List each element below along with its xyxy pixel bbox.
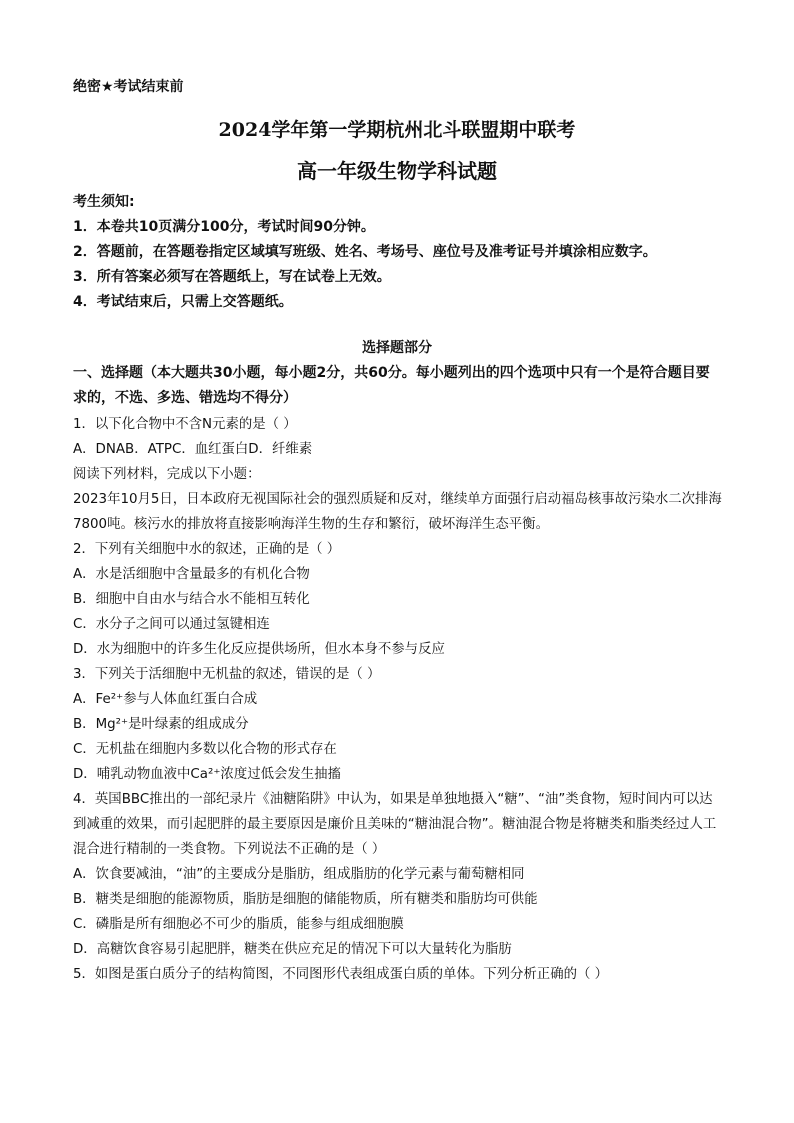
q3-option-a: A．Fe²⁺参与人体血红蛋白合成 [73, 692, 258, 707]
q4-option-c: C．磷脂是所有细胞必不可少的脂质，能参与组成细胞膜 [73, 917, 404, 932]
part-title: 选择题部分 [362, 340, 432, 356]
q4-stem: 4．英国BBC推出的一部纪录片《油糖陷阱》中认为，如果是单独地摄入“糖”、“油”类食物，短时间内可以达到减重的效果，而引起肥胖的最主要原因是廉价且美味的“糖油混合物”。糖油混合物是将糖类和脂类经过人工混合进行精制的一类食物。下列说法不正确的是（ ） [73, 792, 717, 857]
q2-option-b: B．细胞中自由水与结合水不能相互转化 [73, 592, 310, 607]
q2-option-c: C．水分子之间可以通过氢键相连 [73, 617, 270, 632]
q2-stem: 2．下列有关细胞中水的叙述，正确的是（ ） [73, 542, 341, 557]
q4-option-d: D．高糖饮食容易引起肥胖，糖类在供应充足的情况下可以大量转化为脂肪 [73, 942, 512, 957]
material-lead: 阅读下列材料，完成以下小题： [73, 467, 261, 482]
note-item: 2．答题前，在答题卷指定区域填写班级、姓名、考场号、座位号及准考证号并填涂相应数字。 [73, 244, 657, 260]
questions [73, 412, 723, 987]
q5-stem: 5．如图是蛋白质分子的结构简图，不同图形代表组成蛋白质的单体。下列分析正确的（ ） [73, 967, 609, 982]
q3-option-c: C．无机盐在细胞内多数以化合物的形式存在 [73, 742, 337, 757]
confidential-mark: 绝密★考试结束前 [73, 79, 184, 95]
exam-title: 2024学年第一学期杭州北斗联盟期中联考 [218, 119, 576, 141]
q3-option-d: D．哺乳动物血液中Ca²⁺浓度过低会发生抽搐 [73, 767, 341, 782]
q1-options: A．DNAB．ATPC．血红蛋白D．纤维素 [73, 442, 313, 457]
candidate-notes [73, 190, 723, 315]
q2-option-a: A．水是活细胞中含量最多的有机化合物 [73, 567, 310, 582]
q1-stem: 1．以下化合物中不含N元素的是（ ） [73, 417, 297, 432]
q2-option-d: D．水为细胞中的许多生化反应提供场所，但水本身不参与反应 [73, 642, 445, 657]
notes-heading: 考生须知: [73, 194, 135, 210]
note-item: 1．本卷共10页满分100分，考试时间90分钟。 [73, 219, 375, 235]
q4-option-a: A．饮食要减油，“油”的主要成分是脂肪，组成脂肪的化学元素与葡萄糖相同 [73, 867, 525, 882]
note-item: 4．考试结束后，只需上交答题纸。 [73, 294, 293, 310]
section-intro: 一、选择题（本大题共30小题，每小题2分，共60分。每小题列出的四个选项中只有一个是符合题目要求的，不选、多选、错选均不得分） [73, 365, 710, 406]
exam-subtitle: 高一年级生物学科试题 [297, 159, 497, 183]
q3-option-b: B．Mg²⁺是叶绿素的组成成分 [73, 717, 249, 732]
q3-stem: 3．下列关于活细胞中无机盐的叙述，错误的是（ ） [73, 667, 381, 682]
note-item: 3．所有答案必须写在答题纸上，写在试卷上无效。 [73, 269, 391, 285]
material-text: 2023年10月5日，日本政府无视国际社会的强烈质疑和反对，继续单方面强行启动福岛核事故污染水二次排海7800吨。核污水的排放将直接影响海洋生物的生存和繁衍，破坏海洋生态平衡。 [73, 492, 722, 532]
q4-option-b: B．糖类是细胞的能源物质，脂肪是细胞的储能物质，所有糖类和脂肪均可供能 [73, 892, 538, 907]
